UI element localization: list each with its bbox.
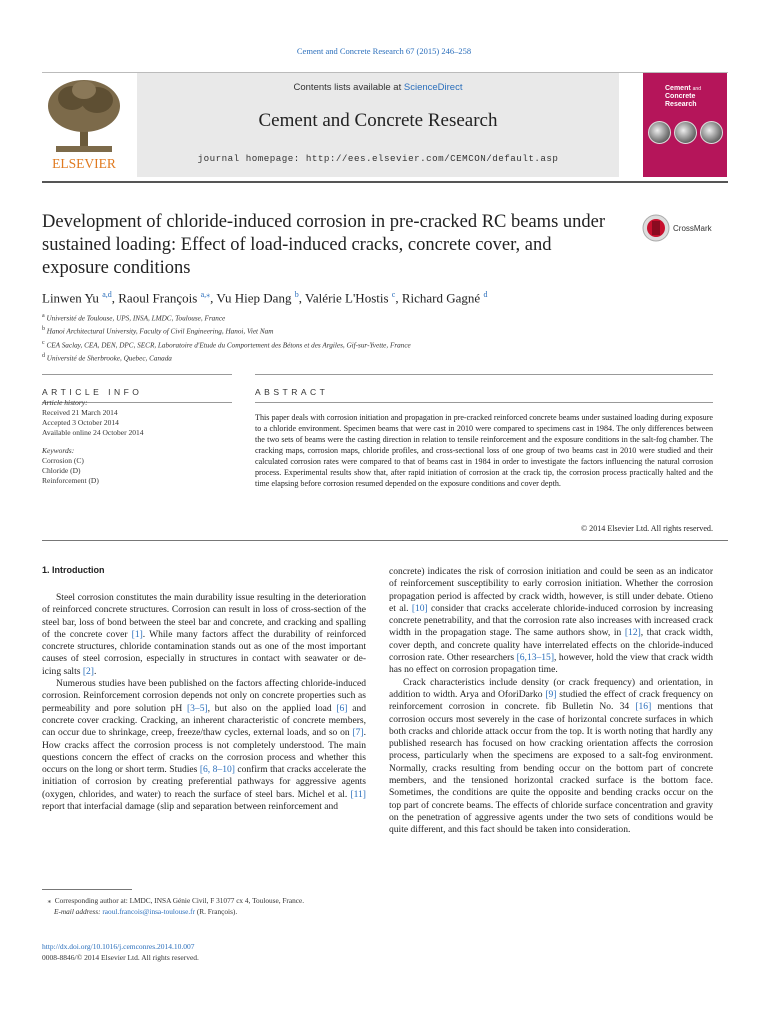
keyword-item: Corrosion (C)	[42, 456, 84, 465]
cover-disc-image	[648, 121, 671, 144]
affiliation-text: Hanoi Architectural University, Faculty of Civil Engineering, Hanoi, Viet Nam	[46, 327, 274, 336]
history-item: Available online 24 October 2014	[42, 428, 144, 437]
abstract-copyright: © 2014 Elsevier Ltd. All rights reserved.	[580, 524, 713, 533]
affiliation-item	[42, 338, 722, 351]
affiliation-key: b	[42, 326, 45, 333]
body-paragraph: Crack characteristics include density (or crack frequency) and orientation, in addition to width. Arya and OforiDarko [9] studied the effect of crack frequency on reinforcement corrosion in concrete. fib Bulletin No. 34 [16] mentions that corrosion occurs most severely in the case of horizontal concrete surfaces in which both cracks and chloride attack occur from the top. It is worth noting that hardly any published research has focused on how cracking orientation affects the corrosion process, particularly when the specimens are exposed to a salt-fog environment. Normally, cracks resulting from bending occur on the bottom part of concrete members, and the tensioned horizontal cracked surface is the bottom face. Sometimes, the conditions are quite the opposite and bending cracks occur on the top part of concrete beams. The effects of chloride surface concentration and gravity on the penetration of aggressive agents under the two sets of conditions would be quite different, and this fact should be taken into consideration.	[389, 676, 714, 836]
citation-link[interactable]: [10]	[411, 602, 428, 614]
cover-title-line-1: Cement and	[665, 85, 701, 92]
elsevier-logo	[42, 76, 126, 174]
affiliation-key: d	[42, 353, 45, 360]
history-item: Received 21 March 2014	[42, 408, 118, 417]
affiliation-text: CEA Saclay, CEA, DEN, DPC, SECR, Laboratoire d'Etude du Comportement des Bétons et des Argiles, Gif-sur-Yvette, France	[46, 341, 411, 350]
affiliation-text: Université de Toulouse, UPS, INSA, LMDC, Toulouse, France	[46, 314, 226, 323]
cover-disc-image	[700, 121, 723, 144]
journal-homepage-link[interactable]: journal homepage: http://ees.elsevier.com/CEMCON/default.asp	[197, 153, 559, 164]
citation-link[interactable]: [2]	[82, 665, 94, 677]
affiliation-item	[42, 311, 722, 324]
footnote-rule	[42, 889, 132, 890]
issn-line: 0008-8846/© 2014 Elsevier Ltd. All rights reserved.	[42, 953, 199, 962]
cover-images	[648, 121, 724, 145]
doi-block	[42, 941, 372, 963]
email-label: E-mail address:	[54, 907, 103, 916]
citation-link[interactable]: [6,13–15]	[516, 652, 554, 664]
keyword-item: Reinforcement (D)	[42, 476, 99, 485]
citation-link[interactable]: [16]	[635, 701, 652, 713]
sciencedirect-link[interactable]: ScienceDirect	[403, 82, 463, 93]
history-item: Accepted 3 October 2014	[42, 418, 119, 427]
cover-title-line-3: Research	[665, 101, 697, 108]
citation-link[interactable]: [1]	[131, 628, 143, 640]
affiliation-key: c	[42, 339, 45, 346]
cover-title-line-2: Concrete	[665, 93, 696, 100]
abstract-rule-2	[255, 402, 713, 403]
history-label: Article history:	[42, 398, 88, 407]
crossmark-badge[interactable]	[642, 214, 722, 244]
body-column-left	[42, 592, 366, 813]
affiliation-item	[42, 324, 722, 337]
article-info-heading: ARTICLE INFO	[42, 387, 143, 397]
article-info-rule	[42, 374, 232, 375]
keywords-list	[42, 456, 232, 486]
abstract-rule	[255, 374, 713, 375]
author-name: Linwen Yu	[42, 290, 99, 306]
affiliation-key: a	[42, 313, 45, 319]
citation-link[interactable]: [6, 8–10]	[199, 764, 235, 776]
abstract-heading: ABSTRACT	[255, 387, 329, 397]
author-name: Raoul François	[118, 290, 198, 306]
affiliation-item	[42, 351, 722, 364]
author-name: Richard Gagné	[401, 290, 481, 306]
keywords-label: Keywords:	[42, 446, 75, 455]
email-link[interactable]: raoul.francois@insa-toulouse.fr	[102, 907, 196, 916]
section-heading-introduction: 1. Introduction	[42, 565, 105, 575]
email-line	[42, 906, 372, 917]
affiliation-text: Université de Sherbrooke, Quebec, Canada	[46, 354, 172, 363]
cover-disc-image	[674, 121, 697, 144]
citation-link[interactable]: [3–5]	[186, 702, 208, 714]
contents-line	[137, 82, 619, 93]
contents-prefix: Contents lists available at	[293, 82, 404, 93]
citation-link[interactable]: [7]	[352, 727, 364, 739]
author-name: Vu Hiep Dang	[216, 290, 292, 306]
article-title: Development of chloride-induced corrosion in pre-cracked RC beams under sustained loading: Effect of load-induced cracks, concrete cover, and exposure conditions	[42, 212, 606, 278]
author-affiliation-mark[interactable]: a,⁎	[200, 290, 211, 299]
author-name: Valérie L'Hostis	[304, 290, 389, 306]
author-affiliation-mark[interactable]: d	[483, 290, 488, 299]
abstract-text: This paper deals with corrosion initiation and propagation in pre-cracked reinforced concrete beams under sustained loading during exposure to a chloride environment. Specimen beams that were cast in 2010 were compared to specimens cast in 1984. The only differences between the two sets of beams were the casting direction in relation to tensile reinforcement and the exposure conditions in the salt-fog chamber. The cracking maps, corrosion maps, chloride profiles, and cross-sectional loss of one group of two beams cast in 2010 were studied and their calculated corrosion rates were compared to that of beams cast in 1984 in order to investigate the factors influencing the natural corrosion process. Experimental results show that, after rapid initiation of corrosion at the crack tip, the corrosion process practically halted and the time elapsing before corrosion resumed depended on the exposure conditions and cover depth.	[255, 413, 713, 488]
author-list: Linwen Yu $^{a,d}$, Raoul François $^{a,⁎}$, Vu Hiep Dang $^b$, Valérie L'Hostis $^c$, Richard Gagné $^d$	[42, 290, 488, 306]
doi-link[interactable]: http://dx.doi.org/10.1016/j.cemconres.2014.10.007	[42, 942, 195, 951]
keyword-item: Chloride (D)	[42, 466, 81, 475]
body-paragraph: Steel corrosion constitutes the main durability issue resulting in the deterioration of reinforced concrete structures. Corrosion can result in loss of cross-section of the steel bar, loss of bond between the steel bar and concrete, and cracking and spalling of the concrete cover [1]. While many factors affect the durability of reinforced concrete structures, chloride contamination stands out as one of the most important causes of steel corrosion, especially in structures in contact with seawater or de-icing salts [2].	[42, 592, 366, 677]
abstract-bottom-rule	[42, 540, 728, 541]
crossmark-icon	[642, 214, 670, 242]
body-paragraph: Numerous studies have been published on the factors affecting chloride-induced corrosion. Reinforcement corrosion depends not only on concrete properties such as permeability and pore solution pH [3–5], but also on the applied load [6] and concrete cover cracking. Cracking, an inherent characteristic of concrete members, can occur due to shrinkage, creep, freeze/thaw cycles, external loads, and so on [7]. How cracks affect the corrosion process is not completely understood. The main questions concern the effect of cracks on the corrosion process and whether this occurs on the long or short term. Studies [6, 8–10] confirm that cracks accelerate the initiation of corrosion by creating preferential pathways for aggressive agents (oxygen, chlorides, and water) to reach the surface of steel bars. Michel et al. [11] report that interfacial damage (slip and separation between reinforcement and	[42, 678, 366, 813]
crossmark-label: CrossMark	[673, 224, 712, 233]
cover-title	[665, 85, 723, 109]
citation-link[interactable]: [12]	[624, 627, 641, 639]
corresponding-author-text: Corresponding author at: LMDC, INSA Génie Civil, F 31077 cx 4, Toulouse, France.	[54, 896, 305, 905]
citation-link[interactable]: [6]	[336, 702, 348, 714]
affiliations	[42, 311, 722, 365]
journal-reference[interactable]: Cement and Concrete Research 67 (2015) 246–258	[296, 46, 472, 56]
journal-name: Cement and Concrete Research	[258, 110, 498, 131]
email-suffix: (R. François).	[195, 907, 238, 916]
citation-link[interactable]: [11]	[350, 788, 366, 800]
journal-cover-thumbnail[interactable]	[643, 73, 727, 177]
author-affiliation-mark[interactable]: b	[294, 290, 299, 299]
body-column-right	[389, 566, 713, 837]
history-list	[42, 408, 232, 438]
header-bottom-rule	[42, 181, 728, 183]
body-paragraph: concrete) indicates the risk of corrosion initiation and could be seen as an indicator of reinforcement susceptibility to early corrosion initiation. Whether the corrosion propagation period is affected by crack width, however, is still under debate. Otieno et al. [10] consider that cracks accelerate chloride-induced corrosion by increasing concrete penetrability, and that the corrosion rate also increases with increased crack width in the propagation stage. The same authors show, in [12], that crack width, cover depth, and concrete quality have interrelated effects on the chloride-induced corrosion rate. Other researchers [6,13–15], however, hold the view that crack width has no effect on corrosion propagation time.	[389, 566, 714, 676]
footnote-mark: ⁎	[47, 896, 52, 905]
footnote	[42, 895, 372, 917]
corresponding-author-note	[42, 895, 372, 906]
article-info	[42, 398, 232, 486]
elsevier-wordmark: ELSEVIER	[52, 156, 116, 171]
author-affiliation-mark[interactable]: c	[391, 290, 396, 299]
citation-link[interactable]: [9]	[545, 688, 557, 700]
author-affiliation-mark[interactable]: a,d	[102, 290, 112, 299]
